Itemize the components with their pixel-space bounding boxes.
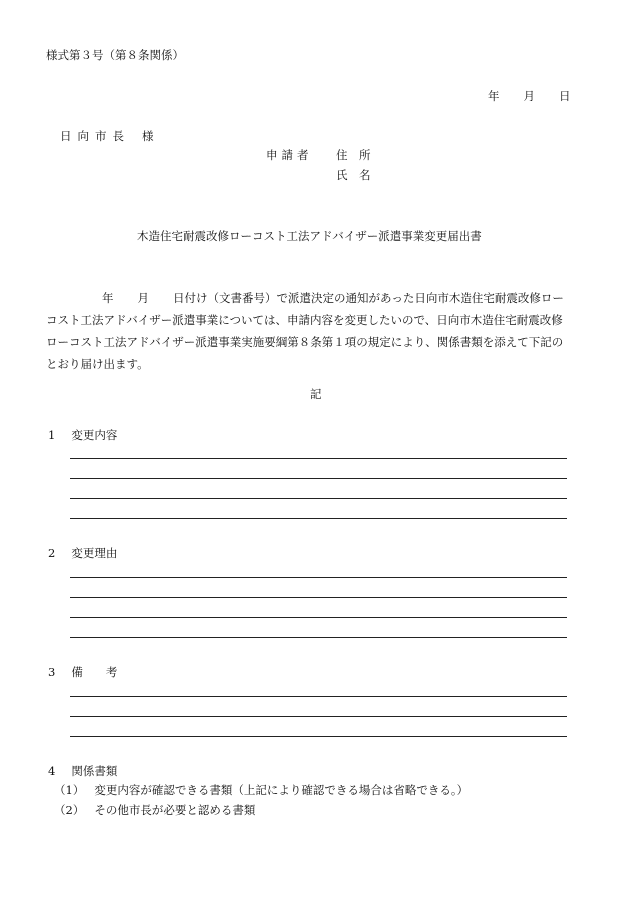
body-line-2: コスト工法アドバイザー派遣事業については、申請内容を変更したいので、日向市木造住宅耐震改修	[46, 313, 563, 327]
date-day: 日	[559, 89, 571, 103]
section-2-line	[70, 577, 567, 578]
section-3-line	[70, 716, 567, 717]
section-3-line	[70, 696, 567, 697]
addressee-name: 日向市長	[60, 129, 130, 143]
section-3-title: 備 考	[71, 665, 118, 679]
section-1-line	[70, 458, 567, 459]
section-2-line	[70, 617, 567, 618]
body-line-3: ローコスト工法アドバイザー派遣事業実施要綱第８条第１項の規定により、関係書類を添えて下記の	[46, 335, 564, 349]
section-1-line	[70, 498, 567, 499]
section-2-line	[70, 637, 567, 638]
addressee	[60, 131, 154, 143]
document-item-1	[54, 785, 468, 797]
addressee-honorific: 様	[142, 129, 154, 143]
section-3-heading	[48, 667, 117, 679]
body-month: 月	[137, 291, 149, 305]
document-item-1-text: 変更内容が確認できる書類（上記により確認できる場合は省略できる。）	[94, 783, 469, 797]
date-line	[488, 91, 571, 103]
body-line-1	[46, 287, 586, 309]
section-1-heading	[48, 430, 117, 442]
form-number: 様式第３号（第８条関係）	[46, 48, 184, 62]
section-4-heading	[48, 766, 117, 778]
section-1-line	[70, 478, 567, 479]
section-2-line	[70, 597, 567, 598]
date-month: 月	[523, 89, 535, 103]
applicant-name-label: 氏 名	[336, 168, 371, 182]
body-rest-line-1: 日付け（文書番号）で派遣決定の通知があった日向市木造住宅耐震改修ロー	[173, 291, 564, 305]
applicant-label: 申請者	[266, 148, 313, 162]
document-item-2-number: （2）	[54, 803, 85, 817]
date-year: 年	[488, 89, 500, 103]
section-3-number: 3	[48, 665, 56, 679]
section-1-line	[70, 518, 567, 519]
ki-heading: 記	[310, 387, 322, 401]
section-1-title: 変更内容	[71, 428, 118, 442]
section-4-title: 関係書類	[71, 764, 118, 778]
section-2-title: 変更理由	[71, 546, 118, 560]
document-item-2	[54, 805, 255, 817]
body-paragraph	[46, 287, 586, 375]
document-item-2-text: その他市長が必要と認める書類	[94, 803, 256, 817]
section-2-heading	[48, 548, 117, 560]
section-4-number: 4	[48, 764, 56, 778]
document-item-1-number: （1）	[54, 783, 85, 797]
section-2-number: 2	[48, 546, 56, 560]
body-year: 年	[102, 291, 114, 305]
document-title: 木造住宅耐震改修ローコスト工法アドバイザー派遣事業変更届出書	[137, 229, 482, 243]
section-1-number: 1	[48, 428, 56, 442]
body-line-4: とおり届け出ます。	[46, 357, 149, 371]
section-3-line	[70, 736, 567, 737]
applicant-address-label: 住 所	[336, 148, 371, 162]
